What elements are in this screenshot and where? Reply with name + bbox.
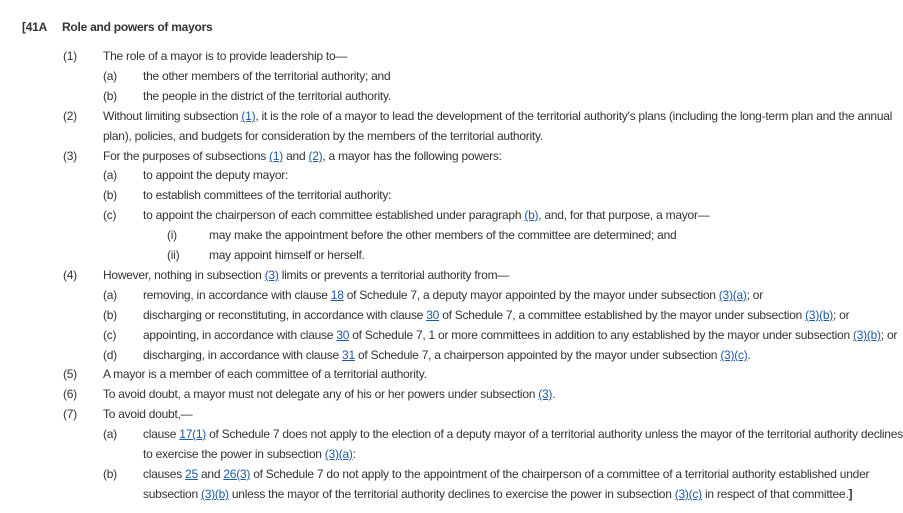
provision-label: (b) — [103, 308, 117, 322]
provision-text — [143, 308, 849, 322]
provision-text — [103, 49, 347, 63]
provision-label: (b) — [103, 89, 117, 103]
text-segment: However, nothing in subsection — [103, 268, 265, 282]
provision-label: (2) — [63, 109, 77, 123]
provision-text — [143, 447, 356, 461]
text-segment: clause — [143, 427, 180, 441]
cross-reference-link[interactable]: (1) — [269, 149, 284, 163]
text-segment: to appoint the deputy mayor: — [143, 168, 289, 182]
text-segment: may make the appointment before the other members of the committee are determined; and — [209, 228, 677, 242]
provision-label: (c) — [103, 328, 117, 342]
text-segment: ; or — [880, 328, 898, 342]
provision-text — [143, 188, 391, 202]
text-segment: of Schedule 7, a chairperson appointed by the mayor under subsection — [354, 348, 721, 362]
text-segment: of Schedule 7, a committee established by the mayor under subsection — [439, 308, 806, 322]
closing-bracket: ] — [848, 487, 853, 501]
text-segment: limits or prevents a territorial authority from— — [278, 268, 510, 282]
cross-reference-link[interactable]: (1) — [241, 109, 256, 123]
cross-reference-link[interactable]: 26(3) — [223, 467, 251, 481]
provision-text — [143, 168, 288, 182]
provision-label: (ii) — [167, 248, 180, 262]
text-segment: to exercise the power in subsection — [143, 447, 325, 461]
provision-text — [143, 328, 897, 342]
text-segment: discharging or reconstituting, in accordance with clause — [143, 308, 427, 322]
provision-label: (c) — [103, 208, 117, 222]
cross-reference-link[interactable]: 17(1) — [179, 427, 207, 441]
text-segment: the people in the district of the territorial authority. — [143, 89, 391, 103]
text-segment: to appoint the chairperson of each committee established under paragraph — [143, 208, 525, 222]
cross-reference-link[interactable]: (2) — [308, 149, 323, 163]
provision-label: (5) — [63, 367, 77, 381]
provision-label: (6) — [63, 387, 77, 401]
text-segment: to establish committees of the territorial authority: — [143, 188, 392, 202]
provision-text — [103, 387, 555, 401]
text-segment: of Schedule 7 does not apply to the election of a deputy mayor of a territorial authority unless the mayor of the territorial authority declines — [206, 427, 903, 441]
text-segment: subsection — [143, 487, 201, 501]
cross-reference-link[interactable]: (3)(c) — [674, 487, 702, 501]
provision-label: (7) — [63, 407, 77, 421]
provision-label: (i) — [167, 228, 177, 242]
provision-label: (a) — [103, 288, 117, 302]
cross-reference-link[interactable]: 25 — [185, 467, 198, 481]
provision-text — [143, 348, 751, 362]
cross-reference-link[interactable]: (3)(a) — [324, 447, 353, 461]
cross-reference-link[interactable]: (3)(b) — [200, 487, 229, 501]
text-segment: For the purposes of subsections — [103, 149, 270, 163]
provision-label: (3) — [63, 149, 77, 163]
provision-text — [143, 208, 709, 222]
provision-text — [103, 109, 892, 123]
provision-label: (4) — [63, 268, 77, 282]
cross-reference-link[interactable]: (3) — [538, 387, 553, 401]
cross-reference-link[interactable]: (3)(b) — [805, 308, 834, 322]
text-segment: and — [283, 149, 309, 163]
cross-reference-link[interactable]: 18 — [330, 288, 344, 302]
provision-label: (1) — [63, 49, 77, 63]
provision-text — [209, 248, 365, 262]
section-number: [41A — [22, 20, 48, 34]
text-segment: The role of a mayor is to provide leadership to— — [103, 49, 348, 63]
provision-text — [209, 228, 676, 242]
provision-text — [143, 427, 903, 441]
cross-reference-link[interactable]: (3)(b) — [852, 328, 881, 342]
text-segment: ; or — [746, 288, 763, 302]
text-segment: . — [747, 348, 751, 362]
text-segment: discharging, in accordance with clause — [143, 348, 343, 362]
text-segment: of Schedule 7, 1 or more committees in addition to any established by the mayor under subsection — [349, 328, 853, 342]
provision-text — [103, 149, 502, 163]
cross-reference-link[interactable]: 30 — [336, 328, 350, 342]
provision-text — [103, 268, 509, 282]
provision-label: (b) — [103, 467, 117, 481]
text-segment: , and, for that purpose, a mayor— — [538, 208, 710, 222]
text-segment: plan), policies, and budgets for consideration by the members of the territorial authority. — [103, 129, 543, 143]
text-segment: : — [352, 447, 356, 461]
provision-text — [103, 407, 192, 421]
cross-reference-link[interactable]: 30 — [426, 308, 440, 322]
text-segment: clauses — [143, 467, 186, 481]
cross-reference-link[interactable]: 31 — [342, 348, 355, 362]
provision-text — [143, 487, 852, 501]
provision-text — [103, 129, 543, 143]
provision-label: (a) — [103, 427, 117, 441]
cross-reference-link[interactable]: (3)(a) — [718, 288, 747, 302]
provision-text — [143, 467, 869, 481]
provision-text — [103, 367, 427, 381]
text-segment: unless the mayor of the territorial authority declines to exercise the power in subsection — [228, 487, 675, 501]
text-segment: removing, in accordance with clause — [143, 288, 331, 302]
text-segment: , it is the role of a mayor to lead the development of the territorial authority's plans (including the long-term plan and the annual — [255, 109, 893, 123]
text-segment: of Schedule 7, a deputy mayor appointed by the mayor under subsection — [343, 288, 719, 302]
provision-label: (a) — [103, 69, 117, 83]
text-segment: may appoint himself or herself. — [209, 248, 365, 262]
text-segment: To avoid doubt, a mayor must not delegate any of his or her powers under subsection — [103, 387, 539, 401]
text-segment: and — [197, 467, 224, 481]
text-segment: To avoid doubt,— — [103, 407, 193, 421]
provision-text — [143, 69, 390, 83]
provision-text — [143, 89, 391, 103]
provision-text — [143, 288, 763, 302]
section-title: Role and powers of mayors — [62, 20, 213, 34]
provision-label: (a) — [103, 168, 117, 182]
text-segment: Without limiting subsection — [103, 109, 242, 123]
cross-reference-link[interactable]: (3)(c) — [720, 348, 748, 362]
provision-label: (d) — [103, 348, 117, 362]
text-segment: in respect of that committee. — [701, 487, 849, 501]
text-segment: . — [552, 387, 556, 401]
cross-reference-link[interactable]: (3) — [264, 268, 279, 282]
text-segment: the other members of the territorial authority; and — [143, 69, 391, 83]
text-segment: of Schedule 7 do not apply to the appointment of the chairperson of a committee of a territorial authority established under — [250, 467, 870, 481]
cross-reference-link[interactable]: (b) — [524, 208, 539, 222]
text-segment: , a mayor has the following powers: — [322, 149, 502, 163]
provision-label: (b) — [103, 188, 117, 202]
text-segment: ; or — [833, 308, 850, 322]
text-segment: appointing, in accordance with clause — [143, 328, 337, 342]
text-segment: A mayor is a member of each committee of a territorial authority. — [103, 367, 427, 381]
